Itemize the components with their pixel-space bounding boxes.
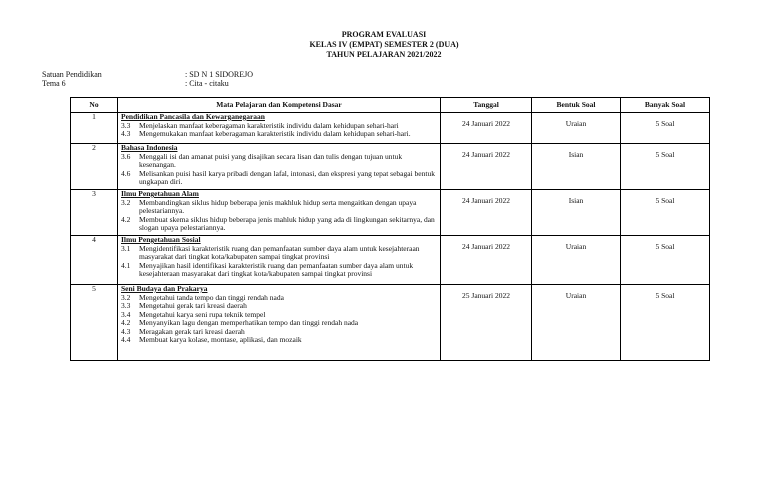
doc-title-line2: KELAS IV (EMPAT) SEMESTER 2 (DUA) <box>309 40 459 49</box>
competency-text: Menjelaskan manfaat keberagaman karakteristik individu dalam kehidupan sehari-hari <box>139 120 399 130</box>
competency-item <box>121 170 437 187</box>
competency-code: 4.3 <box>121 129 131 138</box>
meta-label: Satuan Pendidikan <box>42 70 102 79</box>
subject-title: Bahasa Indonesia <box>121 143 178 152</box>
subject-title: Seni Budaya dan Prakarya <box>121 284 208 293</box>
subject-title: Ilmu Pengetahuan Sosial <box>121 235 201 244</box>
competency-item <box>121 153 437 170</box>
cell-count: 5 Soal <box>621 113 710 144</box>
cell-count: 5 Soal <box>621 285 710 361</box>
competency-text: Membuat karya kolase, montase, aplikasi, dan mozaik <box>139 335 302 344</box>
subject-title: Pendidikan Pancasila dan Kewarganegaraan <box>121 112 265 121</box>
col-header-count: Banyak Soal <box>621 98 710 113</box>
competency-text: Mengetahui karya seni rupa teknik tempel <box>139 309 266 319</box>
cell-form: Uraian <box>532 236 621 285</box>
cell-no: 5 <box>71 285 118 361</box>
competency-text: Meragakan gerak tari kreasi daerah <box>139 326 245 336</box>
cell-date: 24 Januari 2022 <box>441 190 532 236</box>
cell-no: 1 <box>71 113 118 144</box>
cell-date: 24 Januari 2022 <box>441 236 532 285</box>
competency-item <box>121 245 437 262</box>
competency-text: Mengetahui gerak tari kreasi daerah <box>139 301 247 310</box>
competency-text: Menyajikan hasil identifikasi karakteristik ruang dan pemanfaatan sumber daya alam untuk kesejahteraan masyarakat dari tingkat kota/kabupaten sampai tingkat provinsi <box>139 260 414 278</box>
competency-code: 3.3 <box>121 301 131 310</box>
meta-value: : SD N 1 SIDOREJO <box>185 70 254 79</box>
competency-text: Membuat skema siklus hidup beberapa jenis mahluk hidup yang ada di lingkungan sekitarnya, dan slogan upaya pelestariannya. <box>139 214 435 232</box>
col-header-form: Bentuk Soal <box>532 98 621 113</box>
cell-count: 5 Soal <box>621 236 710 285</box>
cell-no: 4 <box>71 236 118 285</box>
competency-code: 4.3 <box>121 326 131 336</box>
col-header-no: No <box>71 98 118 113</box>
competency-code: 3.6 <box>121 151 131 161</box>
table-row <box>71 236 710 285</box>
cell-form: Isian <box>532 144 621 190</box>
cell-count: 5 Soal <box>621 190 710 236</box>
competency-text: Membandingkan siklus hidup beberapa jenis makhluk hidup serta mengaitkan dengan upaya pelestariannya. <box>139 197 417 215</box>
cell-form: Isian <box>532 190 621 236</box>
competency-item <box>121 262 437 279</box>
evaluation-table <box>70 97 710 361</box>
competency-code: 3.4 <box>121 309 131 319</box>
cell-subject <box>118 144 441 190</box>
competency-item <box>121 336 437 345</box>
cell-subject <box>118 236 441 285</box>
competency-item <box>121 199 437 216</box>
competency-text: Menggali isi dan amanat puisi yang disajikan secara lisan dan tulis dengan tujuan untuk kesenangan. <box>139 151 403 169</box>
competency-code: 4.6 <box>121 168 131 178</box>
meta-label: Tema 6 <box>42 79 66 88</box>
doc-title-line1: PROGRAM EVALUASI <box>341 30 427 39</box>
meta-row-theme <box>42 79 253 88</box>
competency-code: 3.1 <box>121 243 131 253</box>
meta-value: : Cita - citaku <box>185 79 229 88</box>
competency-text: Menyanyikan lagu dengan memperhatikan tempo dan tinggi rendah nada <box>139 318 359 327</box>
competency-code: 3.2 <box>121 292 131 302</box>
cell-no: 3 <box>71 190 118 236</box>
table-row <box>71 285 710 361</box>
cell-date: 24 Januari 2022 <box>441 144 532 190</box>
table-header-row <box>71 98 710 113</box>
competency-code: 3.3 <box>121 120 131 130</box>
competency-code: 4.2 <box>121 318 131 327</box>
doc-title-line3: TAHUN PELAJARAN 2021/2022 <box>326 50 442 59</box>
competency-text: Melisankan puisi hasil karya pribadi dengan lafal, intonasi, dan ekspresi yang tepat sebagai bentuk ungkapan diri. <box>139 168 435 186</box>
competency-item <box>121 130 437 139</box>
table-row <box>71 144 710 190</box>
col-header-subject: Mata Pelajaran dan Kompetensi Dasar <box>118 98 441 113</box>
cell-subject <box>118 113 441 144</box>
cell-date: 24 Januari 2022 <box>441 113 532 144</box>
competency-text: Mengidentifikasi karakteristik ruang dan pemanfaatan sumber daya alam untuk kesejahteraan masyarakat dari tingkat kota/kabupaten sampai tingkat provinsi <box>139 243 420 261</box>
table-row <box>71 190 710 236</box>
competency-code: 3.2 <box>121 197 131 207</box>
meta-row-school <box>42 70 253 79</box>
cell-date: 25 Januari 2022 <box>441 285 532 361</box>
table-row <box>71 113 710 144</box>
competency-text: Mengetahui tanda tempo dan tinggi rendah nada <box>139 292 284 302</box>
cell-form: Uraian <box>532 113 621 144</box>
cell-form: Uraian <box>532 285 621 361</box>
subject-title: Ilmu Pengetahuan Alam <box>121 189 199 198</box>
competency-text: Mengemukakan manfaat keberagaman karakteristik individu dalam kehidupan sehari-hari. <box>139 129 411 138</box>
col-header-date: Tanggal <box>441 98 532 113</box>
cell-count: 5 Soal <box>621 144 710 190</box>
cell-subject <box>118 285 441 361</box>
meta-block <box>42 70 253 88</box>
competency-item <box>121 216 437 233</box>
competency-code: 4.2 <box>121 214 131 224</box>
competency-code: 4.4 <box>121 335 131 344</box>
competency-code: 4.1 <box>121 260 131 270</box>
cell-subject <box>118 190 441 236</box>
cell-no: 2 <box>71 144 118 190</box>
